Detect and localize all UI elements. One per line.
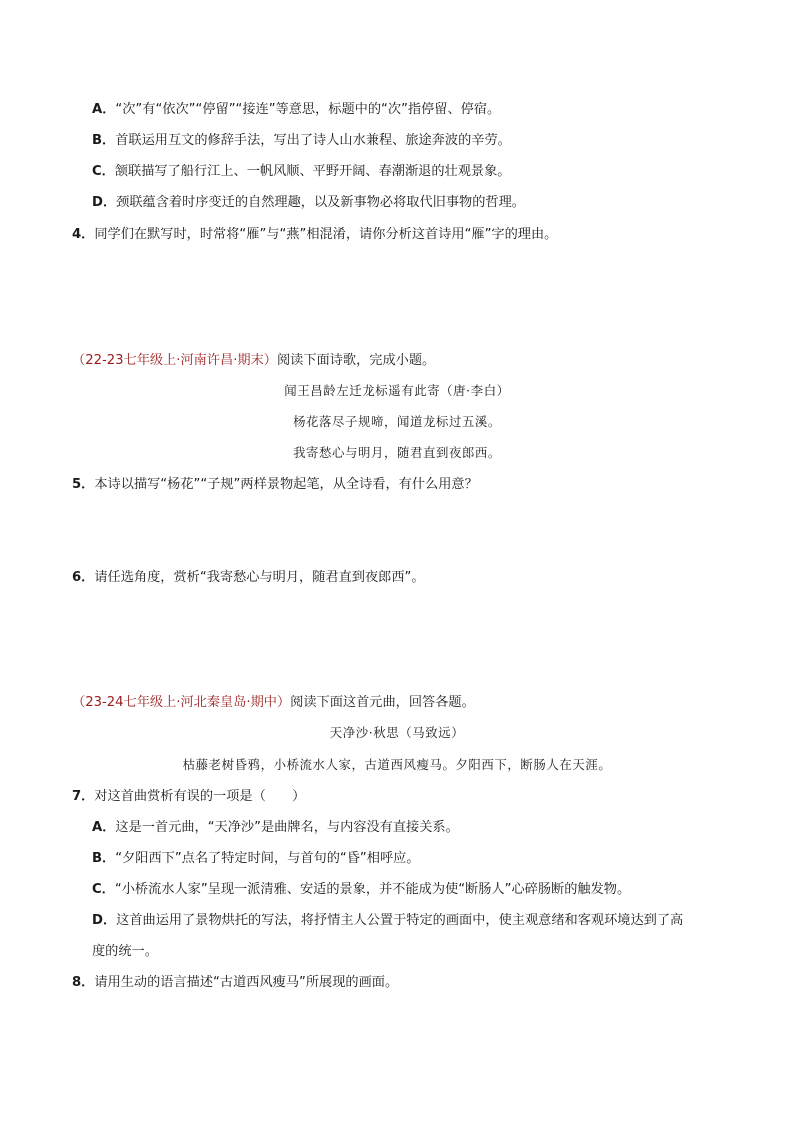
poem-1-line-1: 杨花落尽子规啼，闻道龙标过五溪。 [293, 414, 501, 429]
q3-option-b [92, 132, 511, 150]
section-1-header [72, 352, 435, 370]
source-open: （ [72, 353, 86, 368]
poem-2-line-1: 枯藤老树昏鸦，小桥流水人家，古道西风瘦马。夕阳西下，断肠人在天涯。 [182, 757, 612, 772]
option-text: “小桥流水人家”呈现一派清雅、安适的景象，并不能成为使“断肠人”心碎肠断的触发物。 [114, 882, 631, 897]
question-8 [72, 974, 398, 992]
q7-option-a [92, 819, 459, 837]
poem-1-title: 闻王昌龄左迁龙标遥有此寄（唐·李白） [284, 383, 510, 398]
question-4 [72, 226, 557, 244]
option-text: 这是一首元曲，“天净沙”是曲牌名，与内容没有直接关系。 [115, 820, 459, 835]
q7-option-d [92, 912, 683, 930]
poem-2-title: 天净沙·秋思（马致远） [329, 725, 465, 740]
section-intro: 阅读下面诗歌，完成小题。 [276, 353, 436, 368]
section-intro: 阅读下面这首元曲，回答各题。 [290, 695, 475, 710]
question-7 [72, 788, 305, 806]
question-text: 请用生动的语言描述“古道西风瘦马”所展现的画面。 [94, 975, 399, 990]
option-letter: A． [92, 102, 116, 117]
question-text: 同学们在默写时，时常将“雁”与“燕”相混淆，请你分析这首诗用“雁”字的理由。 [94, 227, 558, 242]
source-tag: 22-23七年级上·河南许昌·期末 [85, 353, 264, 368]
source-open: （ [72, 695, 86, 710]
option-text: 颔联描写了船行江上、一帆风顺、平野开阔、春潮渐退的壮观景象。 [114, 164, 511, 179]
option-letter: B． [92, 133, 116, 148]
source-tag: 23-24七年级上·河北秦皇岛·期中 [85, 695, 277, 710]
q3-option-c [92, 163, 511, 181]
question-number: 8． [72, 975, 95, 990]
source-close: ） [263, 353, 277, 368]
q3-option-d [92, 194, 525, 212]
question-6 [72, 569, 425, 587]
q7-option-d-continued: 度的统一。 [92, 944, 158, 959]
q7-option-b [92, 850, 420, 868]
option-letter: C． [92, 164, 115, 179]
option-letter: D． [92, 195, 117, 210]
question-text: 请任选角度，赏析“我寄愁心与明月，随君直到夜郎西”。 [94, 570, 425, 585]
option-letter: B． [92, 851, 116, 866]
question-number: 4． [72, 227, 95, 242]
option-letter: A． [92, 820, 116, 835]
section-2-header [72, 694, 475, 712]
option-text: “次”有“依次”“停留”“接连”等意思，标题中的“次”指停留、停宿。 [115, 102, 501, 117]
option-text: 首联运用互文的修辞手法，写出了诗人山水兼程、旅途奔波的辛劳。 [115, 133, 511, 148]
option-text: 这首曲运用了景物烘托的写法，将抒情主人公置于特定的画面中，使主观意绪和客观环境达到了高 [116, 913, 684, 928]
question-number: 6． [72, 570, 95, 585]
q7-option-c [92, 881, 630, 899]
option-letter: D． [92, 913, 117, 928]
q3-option-a [92, 101, 500, 119]
question-number: 5． [72, 477, 95, 492]
option-letter: C． [92, 882, 115, 897]
question-text: 本诗以描写“杨花”“子规”两样景物起笔，从全诗看，有什么用意？ [94, 477, 478, 492]
option-text: 颈联蕴含着时序变迁的自然理趣，以及新事物必将取代旧事物的哲理。 [116, 195, 525, 210]
question-number: 7． [72, 789, 95, 804]
option-text: “夕阳西下”点名了特定时间，与首句的“昏”相呼应。 [115, 851, 420, 866]
poem-1-line-2: 我寄愁心与明月，随君直到夜郎西。 [293, 445, 501, 460]
question-5 [72, 476, 478, 494]
question-text: 对这首曲赏析有误的一项是（ ） [94, 789, 306, 804]
source-close: ） [276, 695, 291, 710]
